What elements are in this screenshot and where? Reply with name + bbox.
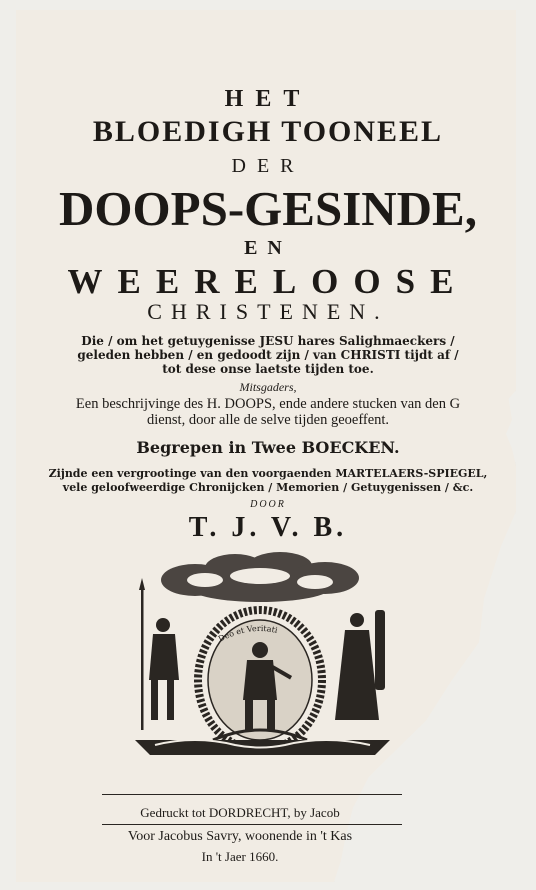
author-initials: T. J. V. B. bbox=[188, 512, 348, 543]
imprint-rule-bottom bbox=[102, 824, 402, 825]
imprint-jaer: In 't Jaer 1660. bbox=[201, 849, 279, 864]
printers-mark-emblem bbox=[135, 550, 390, 765]
door-text: DOOR bbox=[250, 499, 286, 510]
title-en: EN bbox=[244, 237, 292, 259]
title-christenen: CHRISTENEN. bbox=[147, 299, 389, 324]
zijnde-line-2: vele geloofweerdige Chronijcken / Memorien / Getuygenissen / &c. bbox=[62, 481, 474, 494]
imprint-gedruckt: Gedruckt tot DORDRECHT, by Jacob bbox=[140, 805, 340, 820]
description-line-1: Een beschrijvinge des H. DOOPS, ende andere stucken van den G bbox=[75, 396, 461, 412]
title-doops-gesinde: DOOPS-GESINDE, bbox=[59, 181, 477, 236]
title-weereloose: WEERELOOSE bbox=[67, 262, 469, 301]
mitsgaders-text: Mitsgaders, bbox=[239, 380, 297, 394]
subtitle-line-1: Die / om het getuygenisse JESU hares Salighmaeckers / bbox=[81, 334, 455, 348]
begrepen-text: Begrepen in Twee BOECKEN. bbox=[136, 438, 400, 457]
title-der: DER bbox=[231, 155, 305, 177]
subtitle-line-2: geleden hebben / en gedoodt zijn / van CHRISTI tijdt af / bbox=[77, 348, 459, 362]
imprint-rule-top bbox=[102, 794, 402, 795]
subtitle-line-3: tot dese onse laetste tijden toe. bbox=[162, 362, 374, 376]
emblem-motto: Deo et Veritati bbox=[216, 623, 279, 644]
title-bloedigh-tooneel: BLOEDIGH TOONEEL bbox=[92, 115, 444, 148]
zijnde-line-1: Zijnde een vergrootinge van den voorgaenden MARTELAERS-SPIEGEL, bbox=[48, 467, 488, 480]
description-line-2: dienst, door alle de selve tijden geoeffent. bbox=[146, 412, 390, 428]
title-het: HET bbox=[224, 86, 312, 112]
imprint-voor: Voor Jacobus Savry, woonende in 't Kas bbox=[127, 829, 353, 844]
